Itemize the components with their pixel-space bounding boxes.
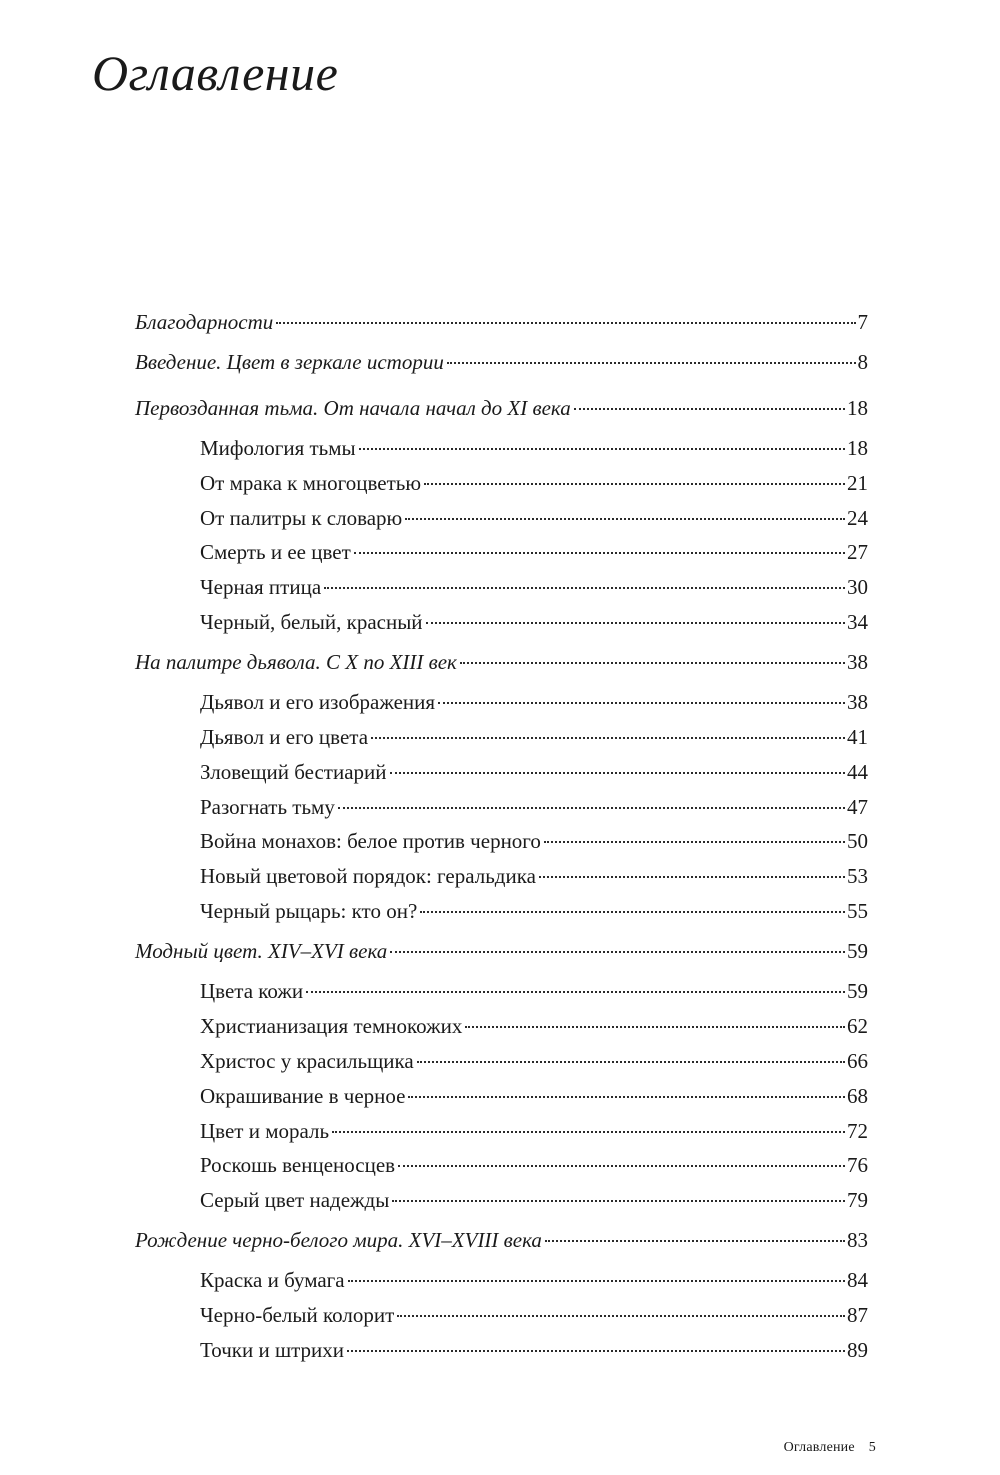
dot-leader bbox=[348, 1280, 845, 1282]
toc-chapter-entry bbox=[135, 386, 868, 432]
toc-chapter-entry bbox=[135, 1218, 868, 1264]
toc-entry-page: 50 bbox=[847, 829, 868, 854]
dot-leader bbox=[420, 911, 845, 913]
toc-entry-page: 62 bbox=[847, 1014, 868, 1039]
toc-section-entry bbox=[135, 605, 868, 640]
toc-entry-page: 38 bbox=[847, 649, 868, 674]
toc-entry-label: Разогнать тьму bbox=[200, 794, 335, 819]
toc-entry-label: Христианизация темнокожих bbox=[200, 1014, 463, 1039]
dot-leader bbox=[465, 1026, 845, 1028]
toc-entry-page: 68 bbox=[847, 1083, 868, 1108]
dot-leader bbox=[306, 991, 845, 993]
page-number: 5 bbox=[868, 1440, 876, 1455]
dot-leader bbox=[354, 552, 845, 554]
toc-entry-page: 59 bbox=[847, 938, 868, 963]
toc-entry-page: 53 bbox=[847, 864, 868, 889]
dot-leader bbox=[324, 587, 845, 589]
dot-leader bbox=[447, 362, 856, 364]
toc-section-entry bbox=[135, 431, 868, 466]
toc-entry-page: 83 bbox=[847, 1227, 868, 1252]
toc-entry-label: Роскошь венценосцев bbox=[200, 1153, 396, 1178]
toc-entry-page: 87 bbox=[847, 1303, 868, 1328]
toc-entry-label: Краска и бумага bbox=[200, 1268, 345, 1293]
toc-section-entry bbox=[135, 466, 868, 501]
dot-leader bbox=[338, 807, 845, 809]
toc-section-entry bbox=[135, 501, 868, 536]
toc-entry-page: 66 bbox=[847, 1048, 868, 1073]
toc-entry-label: От мрака к многоцветью bbox=[200, 470, 422, 495]
dot-leader bbox=[405, 518, 845, 520]
dot-leader bbox=[397, 1315, 845, 1317]
toc-entry-label: Черный рыцарь: кто он? bbox=[200, 899, 418, 924]
toc-entry-page: 18 bbox=[847, 436, 868, 460]
toc-entry-label: Рождение черно-белого мира. XVI–XVIII века bbox=[135, 1227, 542, 1252]
toc-entry-label: Модный цвет. XIV–XVI века bbox=[135, 938, 388, 963]
toc-entry-label: Христос у красильщика bbox=[200, 1048, 414, 1073]
dot-leader bbox=[359, 448, 845, 450]
toc-entry-page: 24 bbox=[847, 505, 868, 530]
toc-section-entry bbox=[135, 1183, 868, 1218]
dot-leader bbox=[408, 1096, 845, 1098]
toc-entry-label: Смерть и ее цвет bbox=[200, 540, 351, 565]
toc-entry-label: Черная птица bbox=[200, 575, 322, 600]
dot-leader bbox=[417, 1061, 845, 1063]
toc-entry-label: На палитре дьявола. С X по XIII век bbox=[135, 649, 457, 674]
toc-entry-page: 79 bbox=[847, 1188, 868, 1213]
toc-chapter-entry bbox=[135, 640, 868, 686]
toc-entry-label: Мифология тьмы bbox=[200, 436, 356, 460]
dot-leader bbox=[460, 662, 845, 664]
toc-section-entry bbox=[135, 790, 868, 825]
toc-entry-label: Дьявол и его цвета bbox=[200, 725, 369, 750]
dot-leader bbox=[426, 622, 845, 624]
toc-entry-label: Благодарности bbox=[135, 310, 274, 334]
toc-chapter-entry bbox=[135, 340, 868, 386]
toc-entry-page: 59 bbox=[847, 979, 868, 1004]
toc-section-entry bbox=[135, 1079, 868, 1114]
toc-entry-label: Первозданная тьма. От начала начал до XI века bbox=[135, 395, 571, 420]
page-footer bbox=[784, 1440, 876, 1456]
toc-entry-label: Зловещий бестиарий bbox=[200, 759, 387, 784]
toc-entry-label: Черно-белый колорит bbox=[200, 1303, 395, 1328]
toc-section-entry bbox=[135, 1044, 868, 1079]
dot-leader bbox=[371, 737, 845, 739]
table-of-contents bbox=[135, 304, 868, 1368]
toc-entry-page: 76 bbox=[847, 1153, 868, 1178]
toc-section-entry bbox=[135, 535, 868, 570]
toc-section-entry bbox=[135, 1263, 868, 1298]
toc-entry-page: 7 bbox=[857, 310, 868, 334]
toc-section-entry bbox=[135, 570, 868, 605]
dot-leader bbox=[332, 1131, 845, 1133]
toc-entry-page: 44 bbox=[847, 759, 868, 784]
dot-leader bbox=[392, 1200, 845, 1202]
toc-section-entry bbox=[135, 894, 868, 929]
toc-entry-page: 72 bbox=[847, 1118, 868, 1143]
dot-leader bbox=[390, 951, 845, 953]
toc-entry-label: От палитры к словарю bbox=[200, 505, 403, 530]
running-head: Оглавление bbox=[783, 1440, 855, 1455]
toc-entry-label: Война монахов: белое против черного bbox=[200, 829, 541, 854]
toc-section-entry bbox=[135, 1148, 868, 1183]
dot-leader bbox=[574, 408, 845, 410]
toc-entry-page: 21 bbox=[847, 470, 868, 495]
toc-entry-label: Окрашивание в черное bbox=[200, 1083, 406, 1108]
toc-entry-page: 27 bbox=[847, 540, 868, 565]
toc-section-entry bbox=[135, 755, 868, 790]
toc-chapter-entry bbox=[135, 929, 868, 975]
toc-section-entry bbox=[135, 1333, 868, 1368]
toc-section-entry bbox=[135, 1009, 868, 1044]
toc-entry-label: Введение. Цвет в зеркале истории bbox=[135, 350, 444, 374]
toc-entry-page: 34 bbox=[847, 609, 868, 634]
dot-leader bbox=[347, 1350, 845, 1352]
toc-section-entry bbox=[135, 720, 868, 755]
toc-entry-label: Черный, белый, красный bbox=[200, 609, 423, 634]
toc-section-entry bbox=[135, 974, 868, 1009]
toc-entry-page: 8 bbox=[857, 350, 868, 374]
toc-entry-page: 30 bbox=[847, 575, 868, 600]
page-title: Оглавление bbox=[92, 45, 339, 101]
toc-section-entry bbox=[135, 1114, 868, 1149]
toc-entry-label: Точки и штрихи bbox=[200, 1338, 345, 1363]
toc-section-entry bbox=[135, 685, 868, 720]
toc-entry-page: 18 bbox=[847, 395, 868, 420]
toc-entry-page: 55 bbox=[847, 899, 868, 924]
dot-leader bbox=[544, 841, 845, 843]
toc-entry-page: 47 bbox=[847, 794, 868, 819]
dot-leader bbox=[539, 876, 845, 878]
toc-entry-label: Цвета кожи bbox=[200, 979, 304, 1004]
toc-section-entry bbox=[135, 1298, 868, 1333]
toc-entry-label: Серый цвет надежды bbox=[200, 1188, 390, 1213]
dot-leader bbox=[276, 322, 855, 324]
toc-chapter-entry bbox=[135, 304, 868, 340]
toc-entry-label: Дьявол и его изображения bbox=[200, 690, 436, 715]
toc-section-entry bbox=[135, 824, 868, 859]
dot-leader bbox=[545, 1240, 845, 1242]
dot-leader bbox=[390, 772, 845, 774]
dot-leader bbox=[438, 702, 845, 704]
toc-entry-page: 89 bbox=[847, 1338, 868, 1363]
toc-entry-page: 38 bbox=[847, 690, 868, 715]
toc-section-entry bbox=[135, 859, 868, 894]
toc-entry-label: Цвет и мораль bbox=[200, 1118, 330, 1143]
toc-entry-page: 84 bbox=[847, 1268, 868, 1293]
toc-entry-label: Новый цветовой порядок: геральдика bbox=[200, 864, 536, 889]
toc-entry-page: 41 bbox=[847, 725, 868, 750]
dot-leader bbox=[424, 483, 845, 485]
dot-leader bbox=[398, 1165, 845, 1167]
